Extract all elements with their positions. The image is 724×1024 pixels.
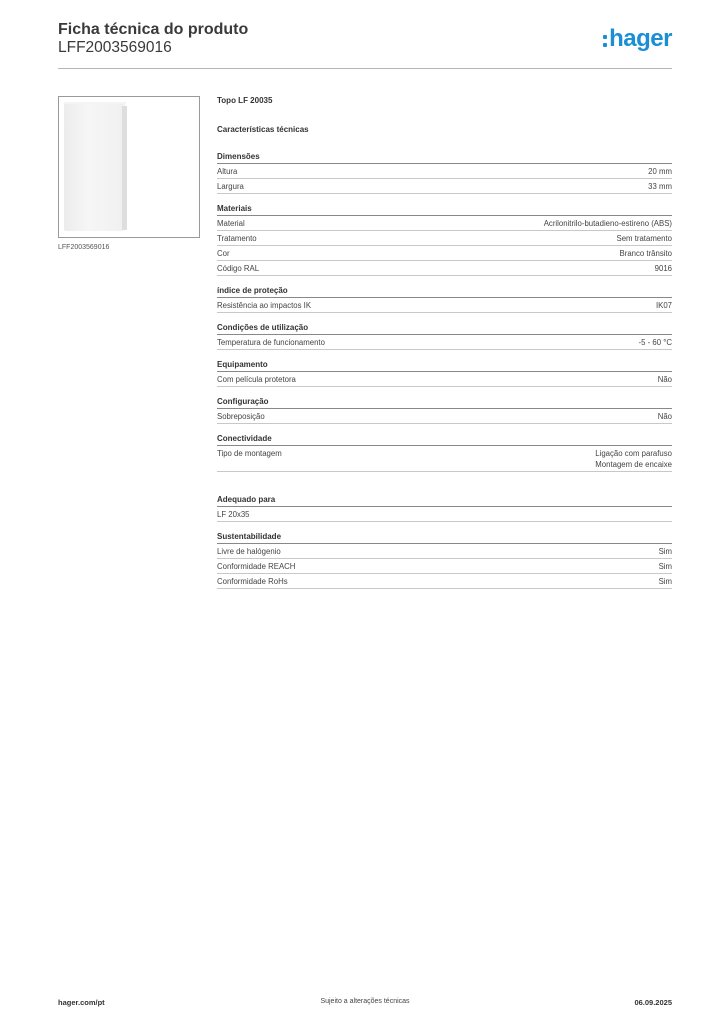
spec-section <box>217 151 672 194</box>
spec-row <box>217 446 672 472</box>
spec-row <box>217 409 672 424</box>
spec-value <box>658 411 672 422</box>
spec-value <box>595 448 672 470</box>
section-title: Dimensões <box>217 151 672 164</box>
spec-value-line: Ligação com parafuso <box>595 449 672 458</box>
spec-label: Conformidade REACH <box>217 562 296 571</box>
spec-label: Largura <box>217 182 244 191</box>
section-title: Adequado para <box>217 494 672 507</box>
spec-label: Temperatura de funcionamento <box>217 338 325 347</box>
spec-value-line: Branco trânsito <box>619 249 672 258</box>
spec-value <box>659 546 672 557</box>
spec-sections <box>217 151 672 589</box>
spec-content <box>217 96 672 598</box>
spec-value <box>617 233 672 244</box>
characteristics-title: Características técnicas <box>217 125 309 134</box>
spec-value-line: Acrilonitrilo-butadieno-estireno (ABS) <box>543 219 672 228</box>
logo-dots-icon <box>603 35 607 47</box>
spec-row <box>217 261 672 276</box>
spec-section <box>217 531 672 589</box>
footer-date: 06.09.2025 <box>634 998 672 1007</box>
header-divider <box>58 68 672 69</box>
spec-section <box>217 322 672 350</box>
product-photo-side <box>122 106 127 230</box>
spec-section <box>217 433 672 472</box>
spec-value <box>648 166 672 177</box>
spec-row <box>217 164 672 179</box>
spec-label: Código RAL <box>217 264 260 273</box>
footer-website[interactable]: hager.com/pt <box>58 998 105 1007</box>
spec-section <box>217 396 672 424</box>
spec-label: Conformidade RoHs <box>217 577 288 586</box>
section-title: Condições de utilização <box>217 322 672 335</box>
section-title: índice de proteção <box>217 285 672 298</box>
product-photo-front <box>64 104 124 231</box>
spec-value <box>659 561 672 572</box>
spec-value-line: Não <box>657 412 672 421</box>
spec-label: Altura <box>217 167 238 176</box>
spec-value-line: Sem tratamento <box>616 234 672 243</box>
spec-row <box>217 372 672 387</box>
spec-label: Tipo de montagem <box>217 449 282 458</box>
section-title: Conectividade <box>217 433 672 446</box>
spec-section <box>217 203 672 276</box>
spec-value-line: Sim <box>658 577 672 586</box>
spec-value-line: 20 mm <box>648 167 672 176</box>
spec-row <box>217 246 672 261</box>
spec-label: Cor <box>217 249 230 258</box>
product-name: Topo LF 20035 <box>217 96 273 105</box>
spec-row <box>217 544 672 559</box>
spec-row <box>217 231 672 246</box>
section-title: Configuração <box>217 396 672 409</box>
spec-row <box>217 507 672 522</box>
section-title: Sustentabilidade <box>217 531 672 544</box>
spec-row <box>217 179 672 194</box>
spec-value <box>639 337 672 348</box>
spec-section <box>217 494 672 522</box>
spec-value-line: IK07 <box>655 301 672 310</box>
spec-value-line: Sim <box>658 562 672 571</box>
spec-label: Com película protetora <box>217 375 296 384</box>
page-footer <box>58 998 672 1010</box>
spec-value-line: 33 mm <box>648 182 672 191</box>
spec-value <box>655 263 672 274</box>
logo-text: hager <box>609 25 672 52</box>
footer-notice: Sujeito a alterações técnicas <box>320 998 410 1005</box>
page-header <box>58 20 672 70</box>
spec-value <box>648 181 672 192</box>
spec-label: Resistência ao impactos IK <box>217 301 312 310</box>
spec-value-line: Montagem de encaixe <box>595 460 672 469</box>
spec-value-line: 9016 <box>654 264 672 273</box>
spec-row <box>217 559 672 574</box>
spec-value-line: Sim <box>658 547 672 556</box>
spec-value <box>658 374 672 385</box>
spec-label: Tratamento <box>217 234 257 243</box>
spec-row <box>217 335 672 350</box>
spec-value <box>620 248 672 259</box>
spec-value <box>544 218 672 229</box>
spec-label: Sobreposição <box>217 412 265 421</box>
spec-section <box>217 359 672 387</box>
spec-value <box>656 300 672 311</box>
spec-row <box>217 216 672 231</box>
spec-value-line: -5 - 60 °C <box>638 338 672 347</box>
section-title: Materiais <box>217 203 672 216</box>
spec-label: Livre de halógenio <box>217 547 281 556</box>
spec-label: Material <box>217 219 245 228</box>
spec-label: LF 20x35 <box>217 510 250 519</box>
spec-value <box>659 576 672 587</box>
spec-value-line: Não <box>657 375 672 384</box>
spec-row <box>217 574 672 589</box>
spec-row <box>217 298 672 313</box>
hager-logo <box>603 26 672 52</box>
image-caption: LFF2003569016 <box>58 244 110 251</box>
section-title: Equipamento <box>217 359 672 372</box>
page-title: Ficha técnica do produto <box>58 21 249 38</box>
spec-section <box>217 285 672 313</box>
product-code: LFF2003569016 <box>58 39 172 56</box>
product-image <box>58 96 200 238</box>
